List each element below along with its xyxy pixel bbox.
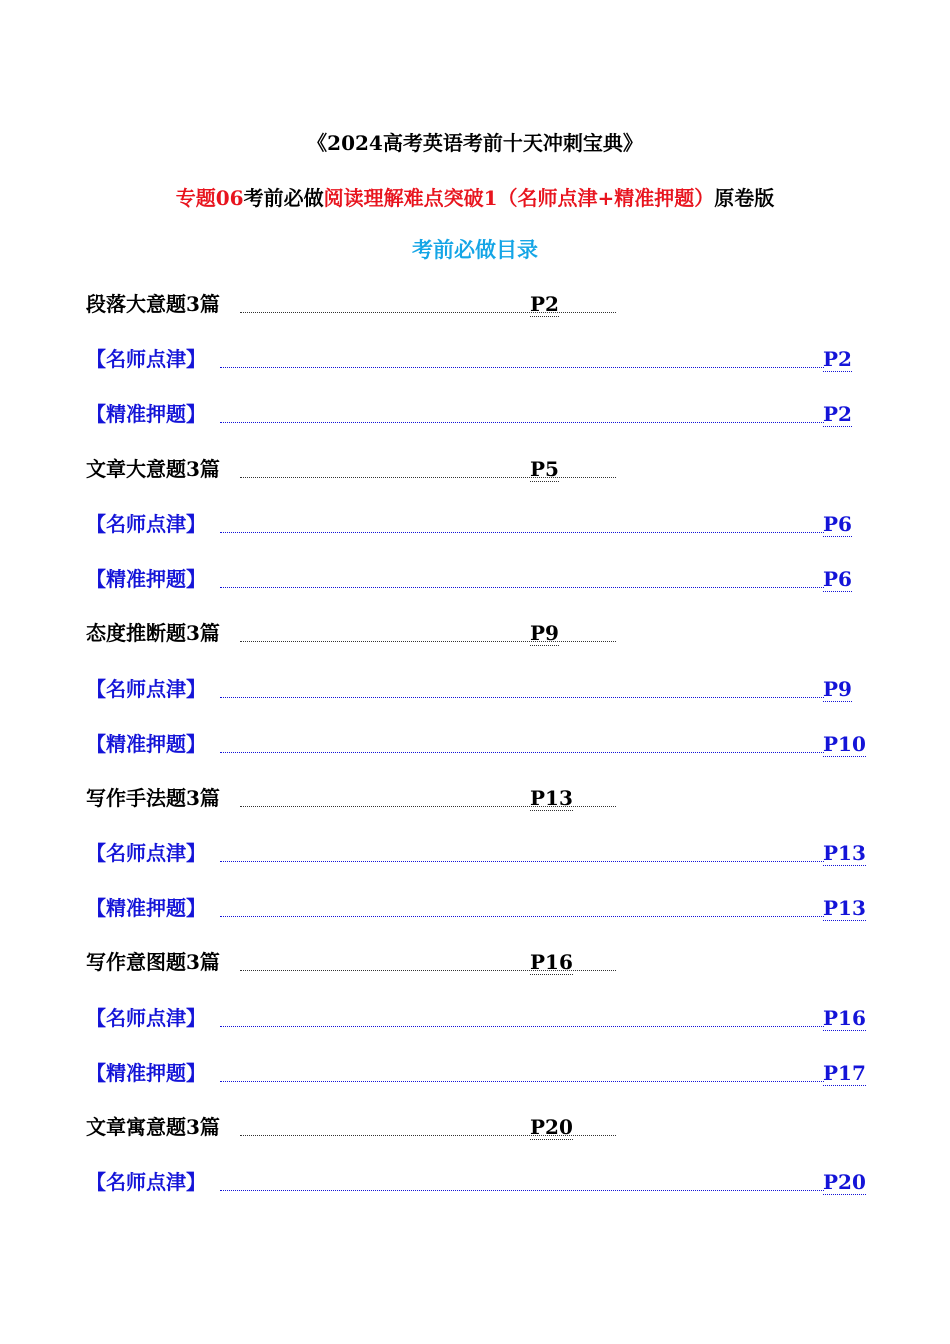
toc-leader [240,621,616,642]
toc-page-number: P16 [530,950,573,974]
toc-subitem-label: 【名师点津】 [86,841,206,865]
toc-leader [220,1006,824,1027]
toc-leader [220,567,824,588]
toc-section-label: 态度推断题3篇 [86,621,220,645]
toc-section-label: 写作意图题3篇 [86,950,220,974]
toc-subitem-label: 【精准押题】 [86,1061,206,1085]
toc-page-number: P2 [530,292,559,316]
toc-leader [220,896,824,917]
toc-section-label: 段落大意题3篇 [86,292,220,316]
toc-page-number: P10 [823,732,866,756]
book-title: 《2024高考英语考前十天冲刺宝典》 [307,131,643,155]
toc-subitem-label: 【名师点津】 [86,1170,206,1194]
topic-suffix: 原卷版 [714,186,775,210]
toc-leader [220,402,824,423]
toc-subitem-label: 【名师点津】 [86,677,206,701]
toc-leader [240,457,616,478]
toc-page-number: P2 [823,347,852,371]
toc-leader [220,512,824,533]
toc-page-number: P2 [823,402,852,426]
toc-subitem-label: 【名师点津】 [86,347,206,371]
toc-section-label: 文章大意题3篇 [86,457,220,481]
topic-mid: 考前必做 [243,186,324,210]
toc-leader [220,841,824,862]
toc-page-number: P9 [823,677,852,701]
toc-subitem-label: 【精准押题】 [86,402,206,426]
topic-title [0,182,950,211]
toc-title: 考前必做目录 [412,237,538,262]
toc-leader [240,292,616,313]
toc-leader [220,677,824,698]
toc-page-number: P13 [530,786,573,810]
toc-page-number: P17 [823,1061,866,1085]
topic-red: 阅读理解难点突破1（名师点津+精准押题） [323,186,715,210]
toc-page-number: P16 [823,1006,866,1030]
toc-leader [220,347,824,368]
toc-page-number: P13 [823,841,866,865]
toc-subitem-label: 【精准押题】 [86,567,206,591]
toc-section-label: 文章寓意题3篇 [86,1115,220,1139]
toc-page-number: P6 [823,512,852,536]
toc-page-number: P5 [530,457,559,481]
toc-leader [220,1061,824,1082]
toc-leader [220,732,824,753]
toc-subitem-label: 【名师点津】 [86,512,206,536]
toc-subitem-label: 【精准押题】 [86,732,206,756]
toc-subitem-label: 【名师点津】 [86,1006,206,1030]
topic-prefix: 专题06 [175,186,244,210]
toc-page-number: P6 [823,567,852,591]
toc-page-number: P20 [823,1170,866,1194]
toc-subitem-label: 【精准押题】 [86,896,206,920]
toc-section-label: 写作手法题3篇 [86,786,220,810]
toc-page-number: P13 [823,896,866,920]
toc-page-number: P20 [530,1115,573,1139]
toc-page-number: P9 [530,621,559,645]
toc-leader [220,1170,824,1191]
